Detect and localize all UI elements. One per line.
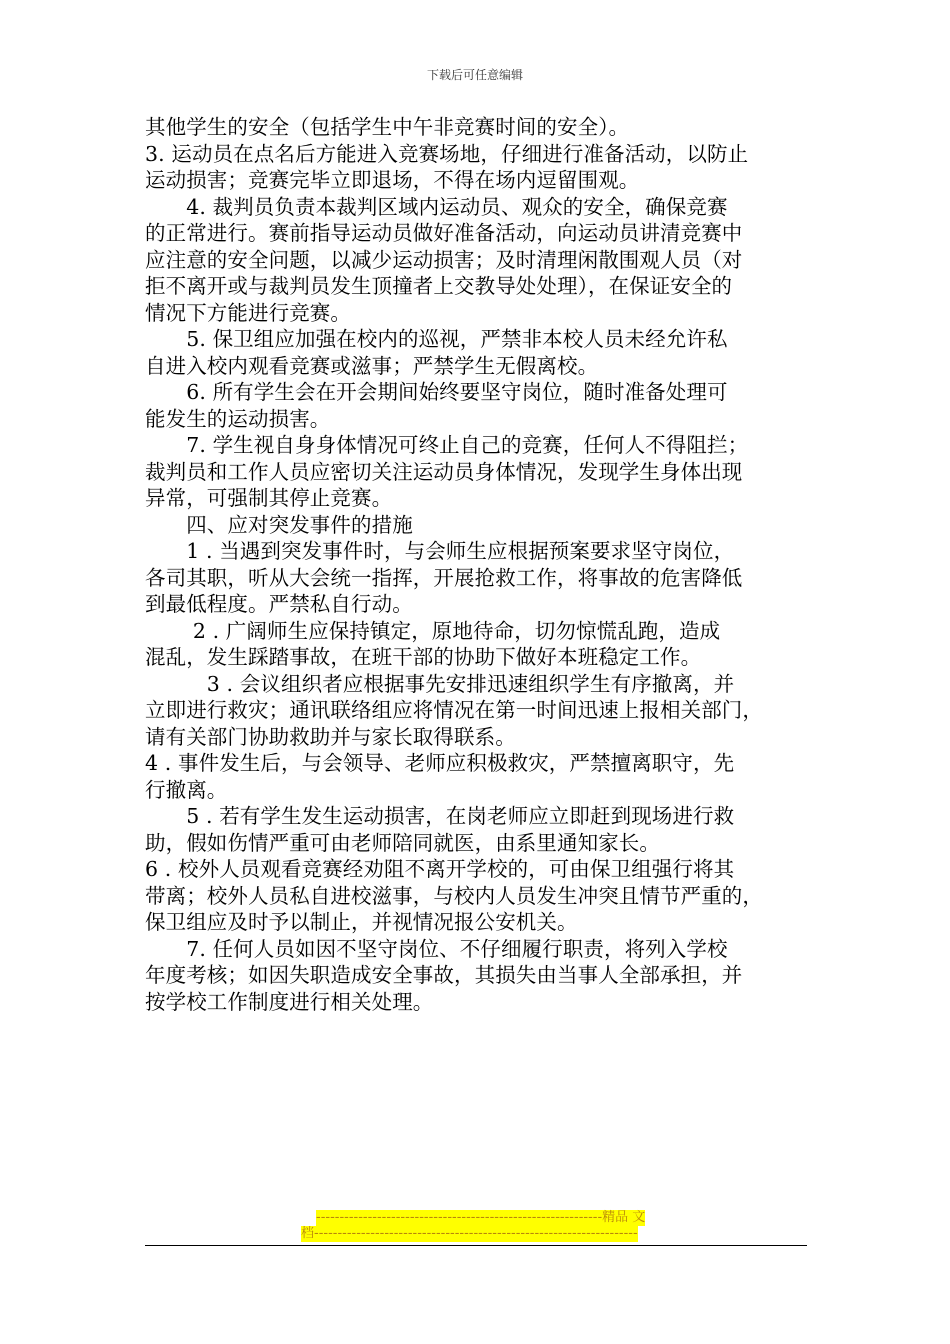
footer-watermark-line-2: 档--------------------------------------------------------------------- [301, 1226, 638, 1241]
text-line: 3. 运动员在点名后方能进入竞赛场地，仔细进行准备活动，以防止 [145, 141, 749, 166]
text-line: 请有关部门协助救助并与家长取得联系。 [145, 724, 516, 749]
text-line: 年度考核；如因失职造成安全事故，其损失由当事人全部承担，并 [145, 963, 743, 987]
text-line: 异常，可强制其停止竞赛。 [145, 486, 393, 510]
text-line: 能发生的运动损害。 [145, 406, 331, 431]
text-line: 情况下方能进行竞赛。 [145, 300, 351, 325]
text-line: 1 . 当遇到突发事件时，与会师生应根据预案要求坚守岗位， [145, 539, 735, 563]
document-body [145, 114, 807, 1015]
text-line: 4. 裁判员负责本裁判区域内运动员、观众的安全，确保竞赛 [145, 194, 728, 219]
text-line: 4 . 事件发生后，与会领导、老师应积极救灾，严禁擅离职守，先 [145, 751, 735, 775]
text-line: 3 . 会议组织者应根据事先安排迅速组织学生有序撤离，并 [145, 671, 735, 696]
text-line: 各司其职，听从大会统一指挥，开展抢救工作，将事故的危害降低 [145, 565, 743, 590]
footer-watermark-line-1: -------------------------------------------------------------精品 文 [316, 1210, 646, 1225]
text-line: 带离；校外人员私自进校滋事，与校内人员发生冲突且情节严重的， [145, 883, 763, 908]
text-line: 裁判员和工作人员应密切关注运动员身体情况，发现学生身体出现 [145, 459, 743, 484]
text-line: 7. 学生视自身身体情况可终止自己的竞赛，任何人不得阻拦； [145, 433, 749, 457]
text-line: 的正常进行。赛前指导运动员做好准备活动，向运动员讲清竞赛中 [145, 221, 743, 245]
text-line: 应注意的安全问题，以减少运动损害；及时清理闲散围观人员（对 [145, 247, 743, 272]
text-line: 其他学生的安全（包括学生中午非竞赛时间的安全）。 [145, 115, 630, 139]
text-line: 立即进行救灾；通讯联络组应将情况在第一时间迅速上报相关部门， [145, 698, 763, 722]
page-header: 下载后可任意编辑 [426, 68, 523, 82]
text-line: 保卫组应及时予以制止，并视情况报公安机关。 [145, 910, 578, 934]
text-line: 6 . 校外人员观看竞赛经劝阻不离开学校的，可由保卫组强行将其 [145, 857, 735, 881]
text-line: 自进入校内观看竞赛或滋事；严禁学生无假离校。 [145, 353, 599, 378]
text-line: 按学校工作制度进行相关处理。 [145, 989, 434, 1014]
text-line: 助，假如伤情严重可由老师陪同就医，由系里通知家长。 [145, 830, 660, 855]
section-heading: 四、应对突发事件的措施 [145, 512, 413, 537]
text-line: 行撤离。 [145, 777, 228, 802]
text-line: 拒不离开或与裁判员发生顶撞者上交教导处处理），在保证安全的 [145, 274, 733, 298]
text-line: 到最低程度。严禁私自行动。 [145, 592, 413, 616]
text-line: 2 . 广阔师生应保持镇定，原地待命，切勿惊慌乱跑，造成 [145, 618, 721, 643]
text-line: 7. 任何人员如因不坚守岗位、不仔细履行职责，将列入学校 [145, 936, 728, 961]
text-line: 5. 保卫组应加强在校内的巡视，严禁非本校人员未经允许私 [145, 327, 728, 351]
text-line: 混乱，发生踩踏事故，在班干部的协助下做好本班稳定工作。 [145, 645, 702, 669]
text-line: 6. 所有学生会在开会期间始终要坚守岗位，随时准备处理可 [145, 380, 728, 404]
text-line: 运动损害；竞赛完毕立即退场，不得在场内逗留围观。 [145, 168, 640, 192]
text-line: 5 . 若有学生发生运动损害，在岗老师应立即赶到现场进行救 [145, 804, 735, 828]
footer-divider [145, 1245, 807, 1246]
